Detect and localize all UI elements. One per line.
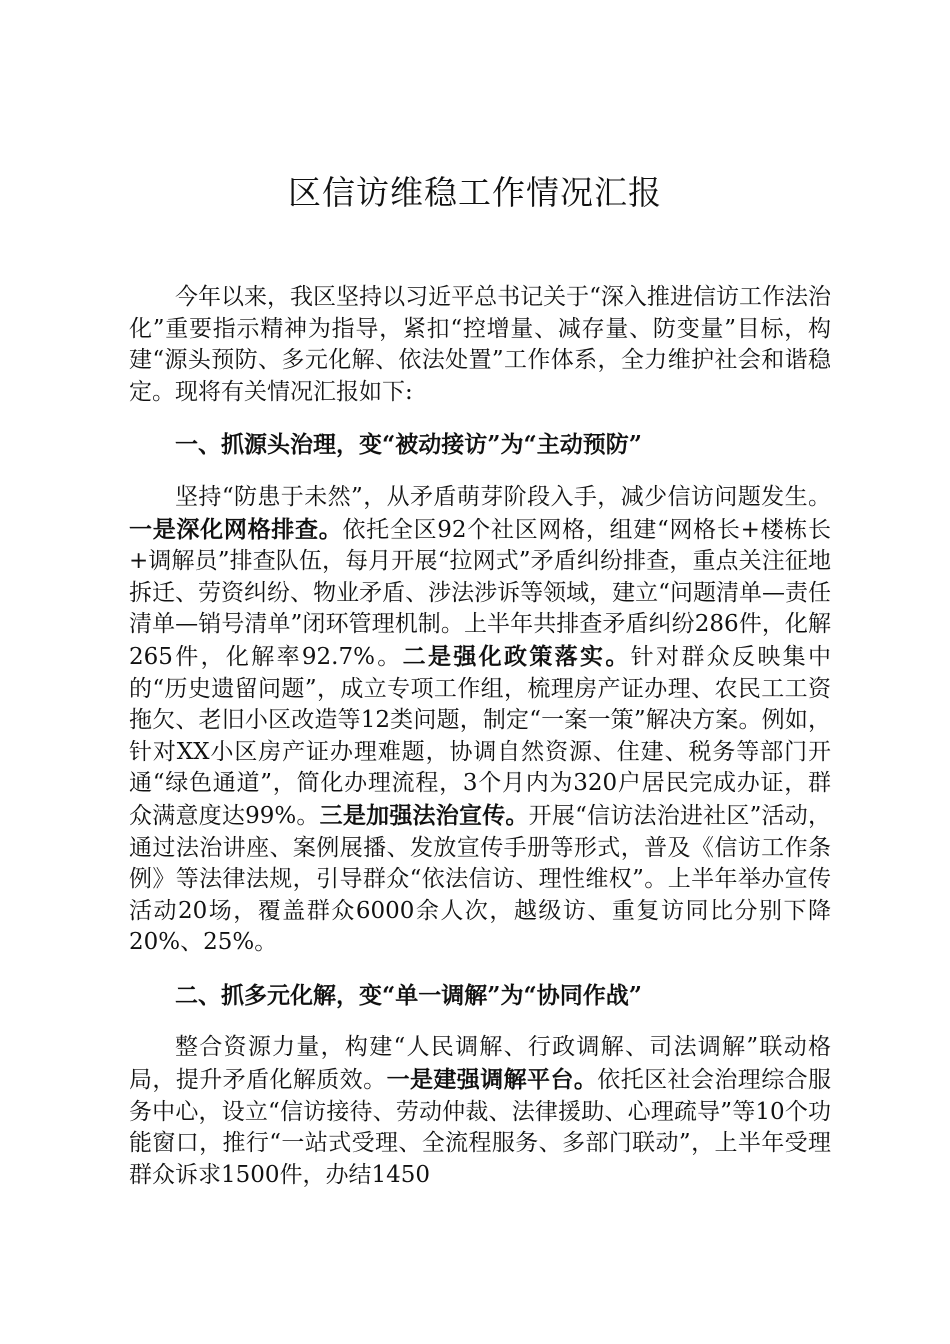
section-1-point-3-text: 开展“信访法治进社区”活动，通过法治讲座、案例展播、发放宣传手册等形式，普及《信访工作条例》等法律法规，引导群众“依法信访、理性维权”。上半年举办宣传活动20场，覆盖群众6000余人次，越级访、重复访同比分别下降20%、25%。 [129,802,831,956]
intro-paragraph: 今年以来，我区坚持以习近平总书记关于“深入推进信访工作法治化”重要指示精神为指导，紧扣“控增量、减存量、防变量”目标，构建“源头预防、多元化解、依法处置”工作体系，全力维护社会和谐稳定。现将有关情况汇报如下: [129,284,831,405]
section-2-point-1-label: 一是建强调解平台。 [386,1066,598,1094]
section-1-point-2-text: 针对群众反映集中的“历史遗留问题”，成立专项工作组，梳理房产证办理、农民工工资拖欠、老旧小区改造等12类问题，制定“一案一策”解决方案。例如，针对XX小区房产证办理难题，协调自然资源、住建、税务等部门开通“绿色通道”，简化办理流程，3个月内为320户居民完成办证，群众满意度达99%。 [129,643,832,829]
section-1-lead: 坚持“防患于未然”，从矛盾萌芽阶段入手，减少信访问题发生。 [175,483,831,510]
section-1-point-1-text: 依托全区92个社区网格，组建“网格长+楼栋长+调解员”排查队伍，每月开展“拉网式”矛盾纠纷排查，重点关注征地拆迁、劳资纠纷、物业矛盾、涉法涉诉等领域，建立“问题清单—责任清单—销号清单”闭环管理机制。上半年共排查矛盾纠纷286件，化解265件，化解率92.7%。 [129,516,832,670]
section-1-point-1-label: 一是深化网格排查。 [129,515,343,543]
section-2-lead: 整合资源力量，构建“人民调解、行政调解、司法调解”联动格局，提升矛盾化解质效。 [129,1034,831,1094]
document-title: 区信访维稳工作情况汇报 [288,173,662,212]
section-2-heading: 二、抓多元化解，变“单一调解”为“协同作战” [175,981,642,1009]
section-1-point-3-label: 三是加强法治宣传。 [319,801,529,829]
section-2-paragraph [129,1032,831,1191]
document-body [129,282,831,1191]
section-1-point-2-label: 二是强化政策落实。 [402,642,631,670]
section-1-heading: 一、抓源头治理，变“被动接访”为“主动预防” [175,431,642,459]
section-1-paragraph [129,482,831,959]
section-2-point-1-text: 依托区社会治理综合服务中心，设立“信访接待、劳动仲裁、法律援助、心理疏导”等10个功能窗口，推行“一站式受理、全流程服务、多部门联动”，上半年受理群众诉求1500件，办结1450 [129,1067,832,1188]
